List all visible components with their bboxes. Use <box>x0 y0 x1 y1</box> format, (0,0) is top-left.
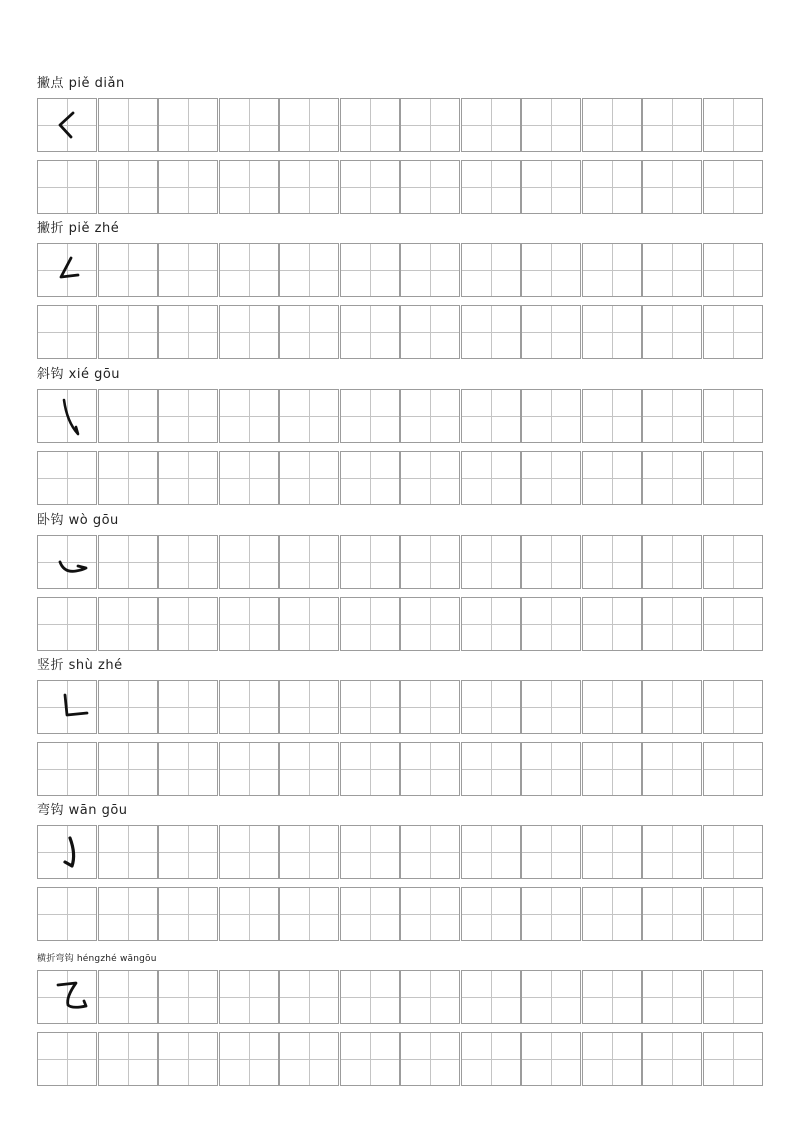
tian-grid-cell[interactable] <box>219 243 279 297</box>
tian-grid-cell[interactable] <box>703 160 763 214</box>
tian-grid-cell[interactable] <box>340 597 400 651</box>
tian-grid-cell[interactable] <box>340 742 400 796</box>
tian-grid-cell[interactable] <box>279 535 339 589</box>
tian-grid-cell[interactable] <box>521 305 581 359</box>
tian-grid-cell[interactable] <box>98 451 158 505</box>
stroke-section-wangou <box>37 803 763 943</box>
tian-grid-cell[interactable] <box>219 98 279 152</box>
tian-grid-cell[interactable] <box>582 970 642 1024</box>
tian-grid-cell[interactable] <box>400 887 460 941</box>
tian-grid-cell[interactable] <box>37 680 97 734</box>
tian-grid-cell[interactable] <box>461 597 521 651</box>
stroke-section-hengzhewangou <box>37 948 763 1088</box>
tian-grid-cell[interactable] <box>400 451 460 505</box>
tian-grid-cell[interactable] <box>582 98 642 152</box>
tian-grid-cell[interactable] <box>642 243 702 297</box>
grid-row <box>37 389 763 443</box>
tian-grid-cell[interactable] <box>37 389 97 443</box>
tian-grid-cell[interactable] <box>461 887 521 941</box>
tian-grid-cell[interactable] <box>642 535 702 589</box>
tian-grid-cell[interactable] <box>340 305 400 359</box>
tian-grid-cell[interactable] <box>521 243 581 297</box>
tian-grid-cell[interactable] <box>582 1032 642 1086</box>
grid-row <box>37 305 763 359</box>
stroke-section-piezhe <box>37 221 763 361</box>
tian-grid-cell[interactable] <box>461 243 521 297</box>
tian-grid-cell[interactable] <box>158 535 218 589</box>
tian-grid-cell[interactable] <box>642 597 702 651</box>
tian-grid-cell[interactable] <box>279 98 339 152</box>
stroke-section-wogou <box>37 513 763 653</box>
tian-grid-cell[interactable] <box>340 680 400 734</box>
tian-grid-cell[interactable] <box>98 1032 158 1086</box>
tian-grid-cell[interactable] <box>400 597 460 651</box>
section-title: 竖折 shù zhé <box>37 658 123 673</box>
tian-grid-cell[interactable] <box>98 680 158 734</box>
wo-gou-stroke <box>38 536 98 590</box>
tian-grid-cell[interactable] <box>461 1032 521 1086</box>
grid-row <box>37 535 763 589</box>
tian-grid-cell[interactable] <box>521 887 581 941</box>
tian-grid-cell[interactable] <box>703 98 763 152</box>
tian-grid-cell[interactable] <box>642 970 702 1024</box>
tian-grid-cell[interactable] <box>158 742 218 796</box>
tian-grid-cell[interactable] <box>158 887 218 941</box>
pie-zhe-stroke <box>38 244 98 298</box>
tian-grid-cell[interactable] <box>340 825 400 879</box>
tian-grid-cell[interactable] <box>642 887 702 941</box>
tian-grid-cell[interactable] <box>642 742 702 796</box>
grid-row <box>37 451 763 505</box>
tian-grid-cell[interactable] <box>279 243 339 297</box>
section-title: 撇折 piě zhé <box>37 221 120 236</box>
tian-grid-cell[interactable] <box>400 535 460 589</box>
tian-grid-cell[interactable] <box>642 825 702 879</box>
grid-row <box>37 887 763 941</box>
grid-row <box>37 680 763 734</box>
tian-grid-cell[interactable] <box>521 597 581 651</box>
tian-grid-cell[interactable] <box>521 742 581 796</box>
tian-grid-cell[interactable] <box>37 535 97 589</box>
tian-grid-cell[interactable] <box>703 742 763 796</box>
tian-grid-cell[interactable] <box>340 98 400 152</box>
tian-grid-cell[interactable] <box>98 597 158 651</box>
tian-grid-cell[interactable] <box>340 970 400 1024</box>
stroke-section-shuzhe <box>37 658 763 798</box>
tian-grid-cell[interactable] <box>158 451 218 505</box>
tian-grid-cell[interactable] <box>703 887 763 941</box>
tian-grid-cell[interactable] <box>521 160 581 214</box>
tian-grid-cell[interactable] <box>37 243 97 297</box>
tian-grid-cell[interactable] <box>521 451 581 505</box>
tian-grid-cell[interactable] <box>37 451 97 505</box>
tian-grid-cell[interactable] <box>400 970 460 1024</box>
tian-grid-cell[interactable] <box>98 887 158 941</box>
tian-grid-cell[interactable] <box>219 597 279 651</box>
tian-grid-cell[interactable] <box>703 389 763 443</box>
tian-grid-cell[interactable] <box>400 243 460 297</box>
tian-grid-cell[interactable] <box>642 305 702 359</box>
tian-grid-cell[interactable] <box>279 451 339 505</box>
tian-grid-cell[interactable] <box>219 970 279 1024</box>
tian-grid-cell[interactable] <box>461 305 521 359</box>
section-title: 卧钩 wò gōu <box>37 513 119 528</box>
tian-grid-cell[interactable] <box>279 597 339 651</box>
tian-grid-cell[interactable] <box>582 243 642 297</box>
tian-grid-cell[interactable] <box>37 887 97 941</box>
tian-grid-cell[interactable] <box>340 535 400 589</box>
tian-grid-cell[interactable] <box>642 389 702 443</box>
grid-row <box>37 742 763 796</box>
section-title: 斜钩 xié gōu <box>37 367 121 382</box>
tian-grid-cell[interactable] <box>642 451 702 505</box>
tian-grid-cell[interactable] <box>340 160 400 214</box>
tian-grid-cell[interactable] <box>219 305 279 359</box>
tian-grid-cell[interactable] <box>219 887 279 941</box>
tian-grid-cell[interactable] <box>340 389 400 443</box>
tian-grid-cell[interactable] <box>703 970 763 1024</box>
tian-grid-cell[interactable] <box>582 535 642 589</box>
tian-grid-cell[interactable] <box>98 970 158 1024</box>
tian-grid-cell[interactable] <box>279 742 339 796</box>
heng-zhe-wan-gou-stroke <box>38 971 98 1025</box>
tian-grid-cell[interactable] <box>582 597 642 651</box>
tian-grid-cell[interactable] <box>158 597 218 651</box>
tian-grid-cell[interactable] <box>461 970 521 1024</box>
tian-grid-cell[interactable] <box>521 825 581 879</box>
tian-grid-cell[interactable] <box>98 825 158 879</box>
tian-grid-cell[interactable] <box>400 825 460 879</box>
tian-grid-cell[interactable] <box>279 305 339 359</box>
tian-grid-cell[interactable] <box>219 680 279 734</box>
grid-row <box>37 160 763 214</box>
tian-grid-cell[interactable] <box>158 305 218 359</box>
tian-grid-cell[interactable] <box>279 389 339 443</box>
tian-grid-cell[interactable] <box>582 887 642 941</box>
section-title: 撇点 piě diǎn <box>37 76 125 91</box>
tian-grid-cell[interactable] <box>400 305 460 359</box>
tian-grid-cell[interactable] <box>461 98 521 152</box>
stroke-section-piedian <box>37 76 763 216</box>
tian-grid-cell[interactable] <box>158 825 218 879</box>
tian-grid-cell[interactable] <box>158 680 218 734</box>
tian-grid-cell[interactable] <box>340 451 400 505</box>
grid-row <box>37 1032 763 1086</box>
tian-grid-cell[interactable] <box>400 389 460 443</box>
tian-grid-cell[interactable] <box>582 742 642 796</box>
tian-grid-cell[interactable] <box>219 535 279 589</box>
tian-grid-cell[interactable] <box>158 1032 218 1086</box>
tian-grid-cell[interactable] <box>158 98 218 152</box>
tian-grid-cell[interactable] <box>219 825 279 879</box>
pie-dian-stroke <box>38 99 98 153</box>
tian-grid-cell[interactable] <box>703 597 763 651</box>
tian-grid-cell[interactable] <box>279 970 339 1024</box>
tian-grid-cell[interactable] <box>37 1032 97 1086</box>
tian-grid-cell[interactable] <box>642 160 702 214</box>
tian-grid-cell[interactable] <box>642 680 702 734</box>
tian-grid-cell[interactable] <box>98 389 158 443</box>
grid-row <box>37 243 763 297</box>
grid-row <box>37 970 763 1024</box>
tian-grid-cell[interactable] <box>219 389 279 443</box>
tian-grid-cell[interactable] <box>279 825 339 879</box>
tian-grid-cell[interactable] <box>582 305 642 359</box>
tian-grid-cell[interactable] <box>400 98 460 152</box>
tian-grid-cell[interactable] <box>37 305 97 359</box>
tian-grid-cell[interactable] <box>158 970 218 1024</box>
xie-gou-stroke <box>38 390 98 444</box>
tian-grid-cell[interactable] <box>521 1032 581 1086</box>
tian-grid-cell[interactable] <box>642 1032 702 1086</box>
tian-grid-cell[interactable] <box>340 887 400 941</box>
tian-grid-cell[interactable] <box>703 680 763 734</box>
tian-grid-cell[interactable] <box>279 1032 339 1086</box>
tian-grid-cell[interactable] <box>582 160 642 214</box>
tian-grid-cell[interactable] <box>98 160 158 214</box>
tian-grid-cell[interactable] <box>98 742 158 796</box>
tian-grid-cell[interactable] <box>521 680 581 734</box>
tian-grid-cell[interactable] <box>582 451 642 505</box>
tian-grid-cell[interactable] <box>582 680 642 734</box>
tian-grid-cell[interactable] <box>98 535 158 589</box>
tian-grid-cell[interactable] <box>37 825 97 879</box>
tian-grid-cell[interactable] <box>642 98 702 152</box>
tian-grid-cell[interactable] <box>582 825 642 879</box>
tian-grid-cell[interactable] <box>703 451 763 505</box>
tian-grid-cell[interactable] <box>219 451 279 505</box>
tian-grid-cell[interactable] <box>279 887 339 941</box>
tian-grid-cell[interactable] <box>703 305 763 359</box>
tian-grid-cell[interactable] <box>37 160 97 214</box>
wan-gou-stroke <box>38 826 98 880</box>
tian-grid-cell[interactable] <box>219 1032 279 1086</box>
section-title: 横折弯钩 héngzhé wāngōu <box>37 954 157 964</box>
tian-grid-cell[interactable] <box>703 1032 763 1086</box>
tian-grid-cell[interactable] <box>98 243 158 297</box>
tian-grid-cell[interactable] <box>37 970 97 1024</box>
tian-grid-cell[interactable] <box>521 98 581 152</box>
tian-grid-cell[interactable] <box>37 98 97 152</box>
tian-grid-cell[interactable] <box>461 389 521 443</box>
tian-grid-cell[interactable] <box>98 305 158 359</box>
tian-grid-cell[interactable] <box>521 389 581 443</box>
tian-grid-cell[interactable] <box>158 389 218 443</box>
tian-grid-cell[interactable] <box>582 389 642 443</box>
tian-grid-cell[interactable] <box>37 597 97 651</box>
tian-grid-cell[interactable] <box>400 1032 460 1086</box>
tian-grid-cell[interactable] <box>37 742 97 796</box>
tian-grid-cell[interactable] <box>461 535 521 589</box>
tian-grid-cell[interactable] <box>461 160 521 214</box>
tian-grid-cell[interactable] <box>340 1032 400 1086</box>
tian-grid-cell[interactable] <box>461 451 521 505</box>
tian-grid-cell[interactable] <box>400 742 460 796</box>
tian-grid-cell[interactable] <box>461 742 521 796</box>
grid-row <box>37 597 763 651</box>
tian-grid-cell[interactable] <box>521 970 581 1024</box>
tian-grid-cell[interactable] <box>158 243 218 297</box>
tian-grid-cell[interactable] <box>219 742 279 796</box>
tian-grid-cell[interactable] <box>703 535 763 589</box>
grid-row <box>37 98 763 152</box>
tian-grid-cell[interactable] <box>461 825 521 879</box>
shu-zhe-stroke <box>38 681 98 735</box>
tian-grid-cell[interactable] <box>703 825 763 879</box>
tian-grid-cell[interactable] <box>521 535 581 589</box>
tian-grid-cell[interactable] <box>340 243 400 297</box>
tian-grid-cell[interactable] <box>400 160 460 214</box>
tian-grid-cell[interactable] <box>158 160 218 214</box>
grid-row <box>37 825 763 879</box>
tian-grid-cell[interactable] <box>98 98 158 152</box>
section-title: 弯钩 wān gōu <box>37 803 128 818</box>
tian-grid-cell[interactable] <box>279 160 339 214</box>
stroke-section-xiegou <box>37 367 763 507</box>
tian-grid-cell[interactable] <box>400 680 460 734</box>
tian-grid-cell[interactable] <box>219 160 279 214</box>
tian-grid-cell[interactable] <box>279 680 339 734</box>
tian-grid-cell[interactable] <box>461 680 521 734</box>
tian-grid-cell[interactable] <box>703 243 763 297</box>
